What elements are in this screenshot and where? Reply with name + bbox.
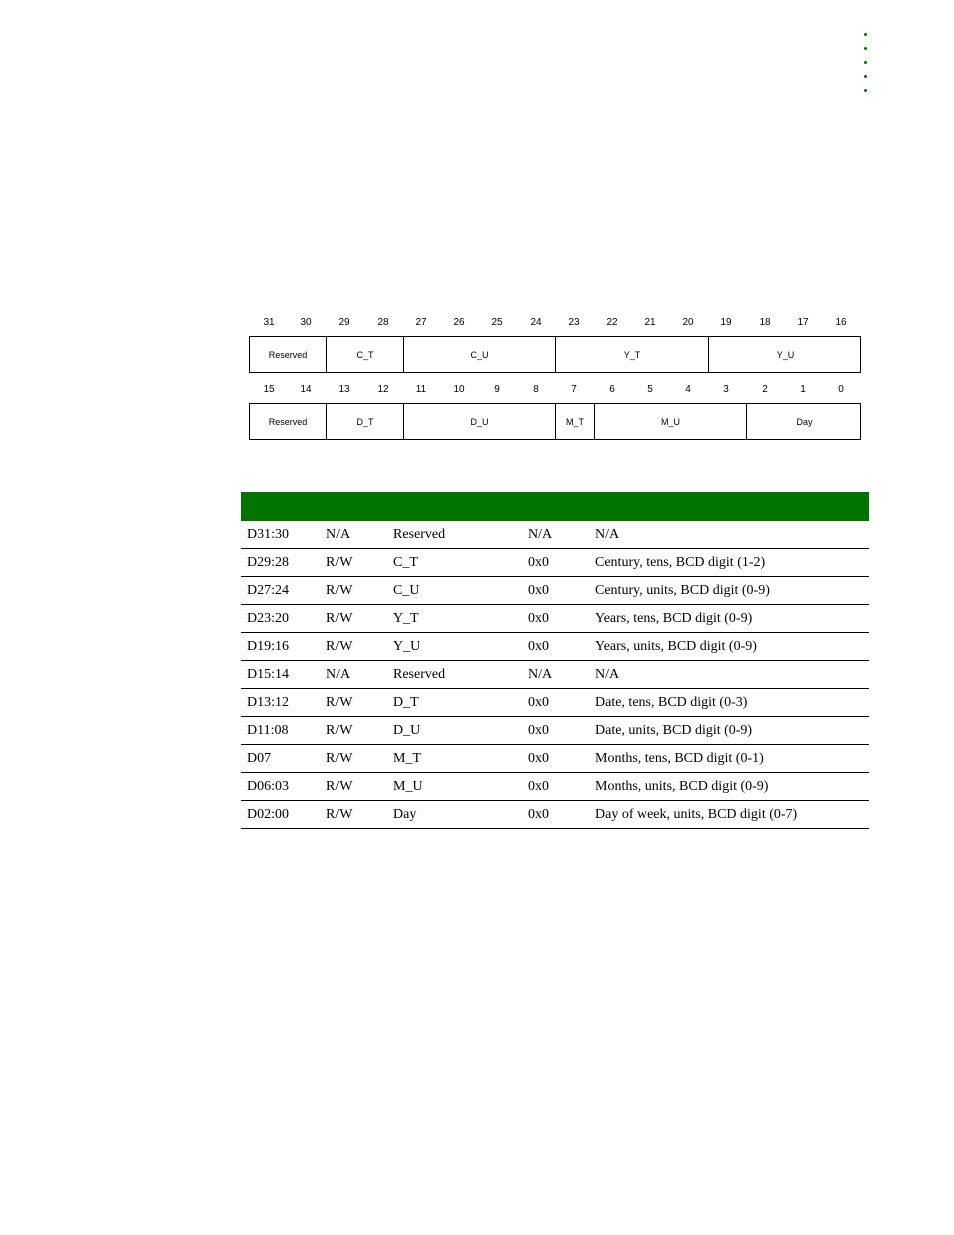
- table-cell: 0x0: [522, 577, 589, 605]
- bit-number: 9: [494, 384, 500, 395]
- table-cell: 0x0: [522, 689, 589, 717]
- table-cell: Reserved: [387, 521, 522, 549]
- table-cell: C_T: [387, 549, 522, 577]
- table-row: [241, 549, 869, 577]
- table-row: [241, 717, 869, 745]
- bit-number: 23: [568, 317, 580, 328]
- bit-number: 8: [533, 384, 539, 395]
- table-cell: R/W: [320, 605, 387, 633]
- register-field: M_U: [594, 404, 746, 439]
- bit-number: 4: [685, 384, 691, 395]
- table-cell: D06:03: [241, 773, 320, 801]
- bit-number: 0: [838, 384, 844, 395]
- bullet-dot: [864, 75, 867, 78]
- header-cell: [387, 492, 522, 521]
- table-cell: N/A: [589, 661, 869, 689]
- table-cell: Century, units, BCD digit (0-9): [589, 577, 869, 605]
- table-cell: D29:28: [241, 549, 320, 577]
- table-row: [241, 689, 869, 717]
- header-cell: [589, 492, 869, 521]
- table-row: [241, 801, 869, 829]
- bit-number: 2: [762, 384, 768, 395]
- table-cell: Day of week, units, BCD digit (0-7): [589, 801, 869, 829]
- table-cell: Y_U: [387, 633, 522, 661]
- table-row: [241, 661, 869, 689]
- table-cell: C_U: [387, 577, 522, 605]
- register-field: C_T: [326, 337, 403, 372]
- bit-number: 27: [415, 317, 427, 328]
- table-cell: D13:12: [241, 689, 320, 717]
- register-field: M_T: [555, 404, 594, 439]
- field-row-lower: [249, 403, 861, 440]
- table-cell: R/W: [320, 745, 387, 773]
- table-cell: R/W: [320, 633, 387, 661]
- table-row: [241, 521, 869, 549]
- bullet-dot: [864, 47, 867, 50]
- register-diagram-lower: [249, 384, 861, 440]
- table-row: [241, 633, 869, 661]
- bit-numbers-upper: [249, 317, 861, 331]
- register-field: D_T: [326, 404, 403, 439]
- table-cell: R/W: [320, 773, 387, 801]
- header-cell: [320, 492, 387, 521]
- bit-number: 1: [800, 384, 806, 395]
- bit-number: 13: [338, 384, 350, 395]
- table-cell: R/W: [320, 577, 387, 605]
- bit-number: 15: [263, 384, 275, 395]
- table-cell: 0x0: [522, 605, 589, 633]
- bit-number: 16: [835, 317, 847, 328]
- table-cell: N/A: [522, 521, 589, 549]
- table-cell: R/W: [320, 801, 387, 829]
- bit-number: 5: [647, 384, 653, 395]
- table-row: [241, 773, 869, 801]
- bit-number: 11: [415, 384, 427, 395]
- table-cell: Years, tens, BCD digit (0-9): [589, 605, 869, 633]
- bit-number: 21: [644, 317, 656, 328]
- bit-number: 18: [759, 317, 771, 328]
- bit-number: 7: [571, 384, 577, 395]
- table-cell: Day: [387, 801, 522, 829]
- table-cell: 0x0: [522, 745, 589, 773]
- bit-number: 26: [453, 317, 465, 328]
- table-cell: 0x0: [522, 773, 589, 801]
- register-bit-table: [241, 492, 869, 829]
- bullet-dot: [864, 61, 867, 64]
- table-cell: D11:08: [241, 717, 320, 745]
- bit-number: 10: [453, 384, 465, 395]
- table-cell: D19:16: [241, 633, 320, 661]
- table-cell: Date, tens, BCD digit (0-3): [589, 689, 869, 717]
- bit-number: 17: [797, 317, 809, 328]
- table-cell: Months, units, BCD digit (0-9): [589, 773, 869, 801]
- table-cell: D31:30: [241, 521, 320, 549]
- table-cell: 0x0: [522, 549, 589, 577]
- table-cell: N/A: [320, 661, 387, 689]
- register-field: Reserved: [268, 416, 308, 427]
- bit-number: 19: [720, 317, 732, 328]
- bit-number: 31: [263, 317, 275, 328]
- bit-number: 25: [491, 317, 503, 328]
- bit-number: 20: [682, 317, 694, 328]
- table-cell: D27:24: [241, 577, 320, 605]
- table-cell: R/W: [320, 717, 387, 745]
- table-cell: D02:00: [241, 801, 320, 829]
- register-field: Reserved: [268, 349, 308, 360]
- margin-bullets: [864, 33, 867, 103]
- table-cell: Century, tens, BCD digit (1-2): [589, 549, 869, 577]
- register-field: D_U: [403, 404, 555, 439]
- table-cell: R/W: [320, 549, 387, 577]
- table-cell: D_T: [387, 689, 522, 717]
- table-cell: Years, units, BCD digit (0-9): [589, 633, 869, 661]
- table-cell: D23:20: [241, 605, 320, 633]
- table-cell: Months, tens, BCD digit (0-1): [589, 745, 869, 773]
- register-field: Y_T: [555, 337, 708, 372]
- table-cell: N/A: [589, 521, 869, 549]
- bit-number: 6: [609, 384, 615, 395]
- header-cell: [241, 492, 320, 521]
- header-cell: [522, 492, 589, 521]
- bit-number: 22: [606, 317, 618, 328]
- table-row: [241, 605, 869, 633]
- bit-numbers-lower: [249, 384, 861, 398]
- table-body: [241, 521, 869, 829]
- bit-number: 24: [530, 317, 542, 328]
- table-header-row: [241, 492, 869, 521]
- bit-number: 14: [300, 384, 312, 395]
- table-cell: M_U: [387, 773, 522, 801]
- field-row-upper: [249, 336, 861, 373]
- table-cell: 0x0: [522, 633, 589, 661]
- bit-number: 30: [300, 317, 312, 328]
- table-cell: Date, units, BCD digit (0-9): [589, 717, 869, 745]
- table-cell: D_U: [387, 717, 522, 745]
- register-diagram-upper: [249, 317, 861, 373]
- bullet-dot: [864, 33, 867, 36]
- table-cell: 0x0: [522, 717, 589, 745]
- table-cell: M_T: [387, 745, 522, 773]
- register-field: C_U: [403, 337, 555, 372]
- table-cell: R/W: [320, 689, 387, 717]
- table-cell: N/A: [522, 661, 589, 689]
- table-cell: D07: [241, 745, 320, 773]
- table-cell: 0x0: [522, 801, 589, 829]
- table-cell: Y_T: [387, 605, 522, 633]
- bit-number: 28: [377, 317, 389, 328]
- bullet-dot: [864, 89, 867, 92]
- table-cell: D15:14: [241, 661, 320, 689]
- register-field: Day: [746, 404, 862, 439]
- table-row: [241, 745, 869, 773]
- bit-number: 29: [338, 317, 350, 328]
- table-cell: Reserved: [387, 661, 522, 689]
- bit-number: 3: [723, 384, 729, 395]
- bit-number: 12: [377, 384, 389, 395]
- table-cell: N/A: [320, 521, 387, 549]
- register-field: Y_U: [708, 337, 862, 372]
- table-row: [241, 577, 869, 605]
